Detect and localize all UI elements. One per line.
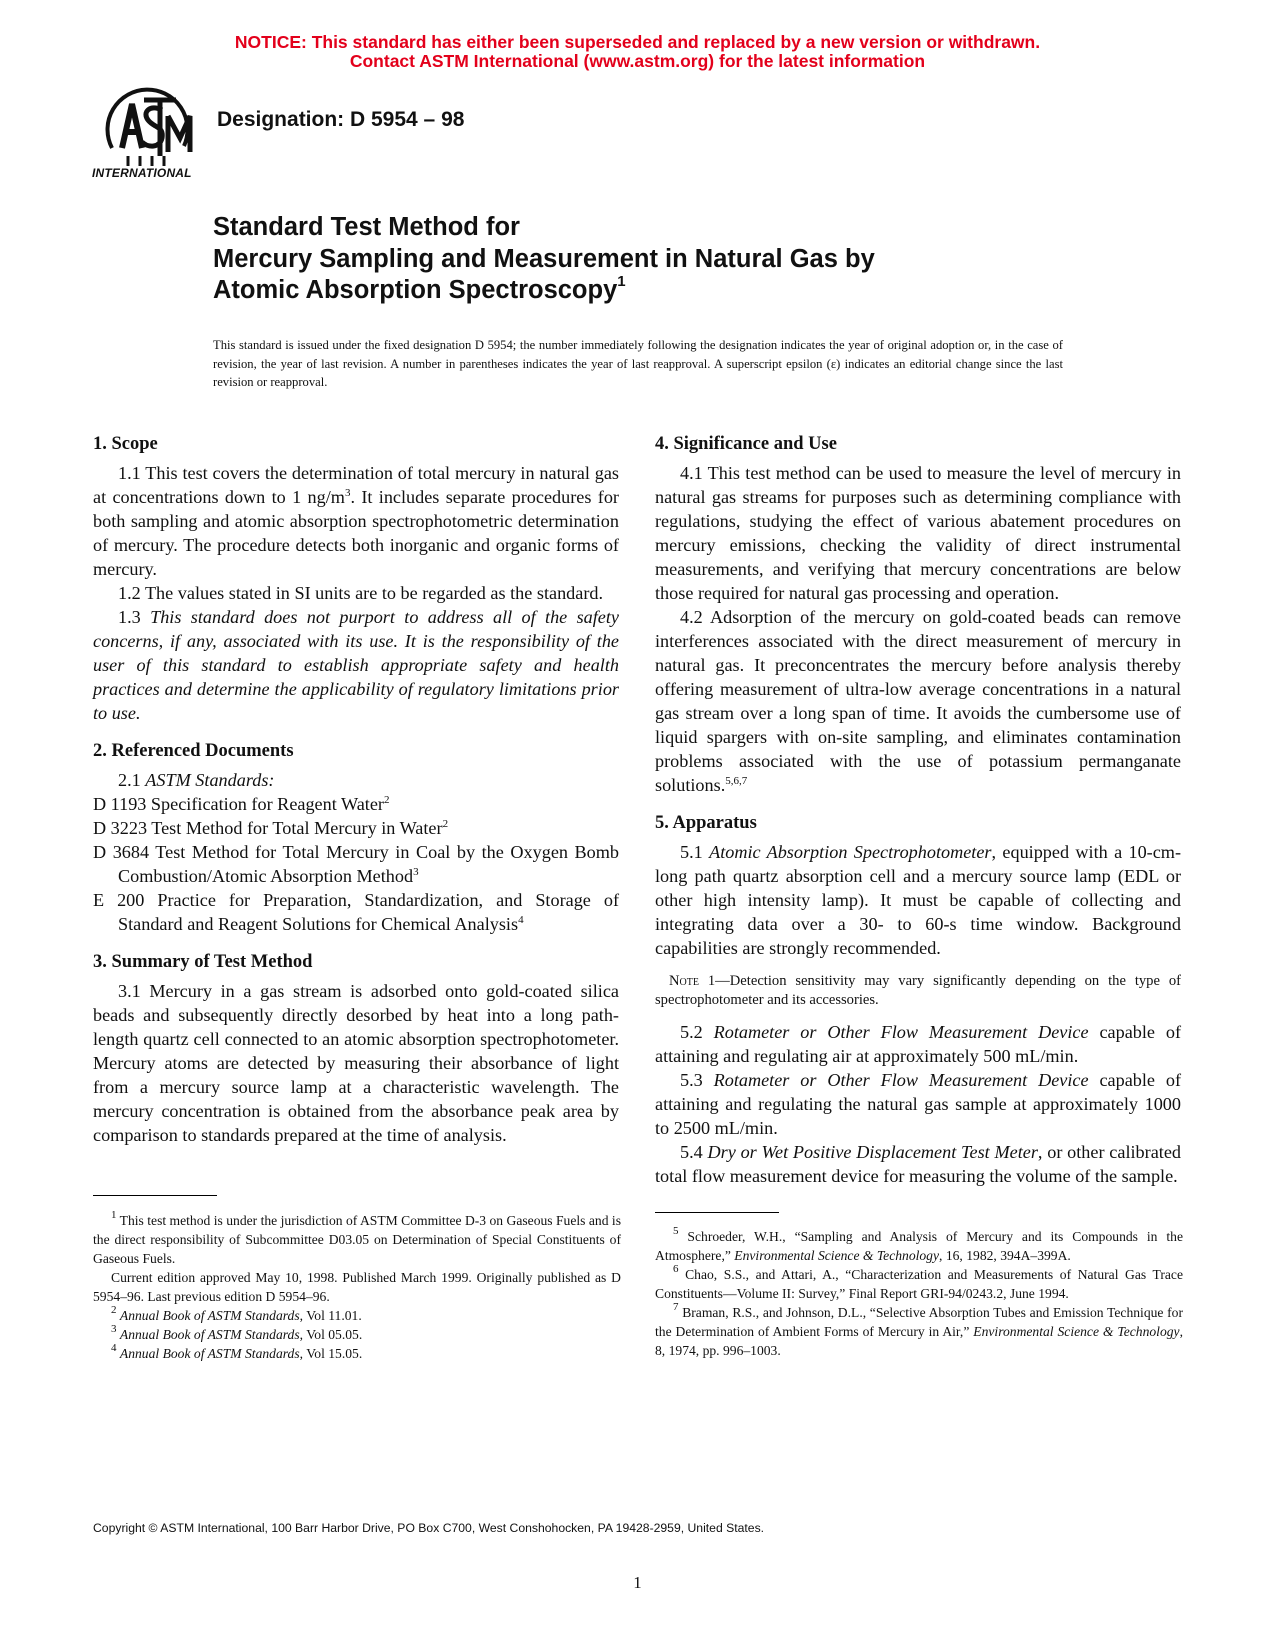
footnotes-right — [655, 1227, 1183, 1360]
title-footnote-mark: 1 — [617, 273, 626, 290]
apparatus-5-2: 5.2 Rotameter or Other Flow Measurement Device capable of attaining and regulating air at approximately 500 mL/min. — [655, 1022, 1182, 1066]
footnote-2: $^2$ Annual Book of ASTM Standards, Vol 11.01. — [111, 1304, 362, 1323]
footnotes-left — [93, 1211, 621, 1363]
apparatus-5-1: 5.1 Atomic Absorption Spectrophotometer, equipped with a 10-cm-long path quartz absorption cell and a mercury source lamp (EDL or other high intensity lamp). It must be capable of collecting and integrating data over a 30- to 60-s time window. Background capabilities are strongly recommended. — [655, 842, 1182, 958]
left-column — [93, 432, 619, 1161]
apparatus-heading: 5. Apparatus — [655, 813, 757, 833]
significance-heading: 4. Significance and Use — [655, 434, 837, 454]
footnote-1b: Current edition approved May 10, 1998. Published March 1999. Originally published as D 5954–96. Last previous edition D 5954–96. — [93, 1270, 621, 1304]
section-referenced-documents — [93, 739, 619, 936]
document-title — [213, 212, 1193, 307]
section-apparatus — [655, 811, 1181, 1188]
section-significance — [655, 432, 1181, 797]
footnote-rule-left — [93, 1195, 217, 1196]
referenced-heading: 2. Referenced Documents — [93, 741, 294, 761]
title-line-2: Mercury Sampling and Measurement in Natural Gas by — [213, 244, 875, 273]
footnote-5: $^5$ Schroeder, W.H., “Sampling and Analysis of Mercury and its Compounds in the Atmosphere,” Environmental Science & Technology, 16, 1982, 394A–399A. — [655, 1225, 1183, 1263]
reference-item: D 1193 Specification for Reagent Water$^2$ — [93, 794, 390, 814]
logo-wordmark: INTERNATIONAL — [92, 166, 192, 180]
scope-1-2: 1.2 The values stated in SI units are to be regarded as the standard. — [118, 583, 604, 603]
issued-note: This standard is issued under the fixed designation D 5954; the number immediately following the designation indicates the year of original adoption or, in the case of revision, the year of last revision. A number in parentheses indicates the year of last reapproval. A superscript epsilon (ε) indicates an editorial change since the last revision or reapproval. — [213, 338, 1063, 389]
footnote-1: $^1$ This test method is under the jurisdiction of ASTM Committee D-3 on Gaseous Fuels and is the direct responsibility of Subcommittee D03.05 on Determination of Special Constituents of Gaseous Fuels. — [93, 1209, 621, 1266]
apparatus-5-4: 5.4 Dry or Wet Positive Displacement Test Meter, or other calibrated total flow measurement device for measuring the volume of the sample. — [655, 1142, 1181, 1186]
section-scope — [93, 432, 619, 725]
footnote-6: $^6$ Chao, S.S., and Attari, A., “Characterization and Measurements of Natural Gas Trace Constituents—Volume II: Survey,” Final Report GRI-94/0243.2, June 1994. — [655, 1263, 1183, 1301]
designation: Designation: D 5954 – 98 — [217, 108, 465, 131]
summary-heading: 3. Summary of Test Method — [93, 952, 313, 972]
section-summary — [93, 950, 619, 1147]
withdrawal-notice — [0, 33, 1275, 71]
footnote-rule-right — [655, 1212, 779, 1213]
note-1: Note 1—Detection sensitivity may vary significantly depending on the type of spectrophotometer and its accessories. — [655, 973, 1181, 1008]
scope-1-3: 1.3 This standard does not purport to address all of the safety concerns, if any, associated with its use. It is the responsibility of the user of this standard to establish appropriate safety and health practices and determine the applicability of regulatory limitations prior to use. — [93, 607, 619, 723]
right-column — [655, 432, 1181, 1202]
copyright-line: Copyright © ASTM International, 100 Barr Harbor Drive, PO Box C700, West Conshohocken, PA 19428-2959, United States. — [93, 1521, 765, 1535]
significance-4-2: 4.2 Adsorption of the mercury on gold-coated beads can remove interferences associated with the direct measurement of mercury in natural gas. It preconcentrates the mercury before analysis thereby offering measurement of ultra-low average concentrations in a natural gas stream over a long span of time. It avoids the cumbersome use of liquid spargers with on-site sampling, and eliminates contamination problems associated with the use of potassium permanganate solutions.$^{5,6,7}$ — [655, 607, 1181, 795]
notice-line-1: NOTICE: This standard has either been superseded and replaced by a new version or withdrawn. — [234, 32, 1041, 52]
apparatus-5-3: 5.3 Rotameter or Other Flow Measurement Device capable of attaining and regulating the natural gas sample at approximately 1000 to 2500 mL/min. — [655, 1070, 1182, 1138]
footnote-4: $^4$ Annual Book of ASTM Standards, Vol 15.05. — [111, 1342, 363, 1361]
scope-heading: 1. Scope — [93, 434, 158, 454]
footnote-3: $^3$ Annual Book of ASTM Standards, Vol 05.05. — [111, 1323, 363, 1342]
significance-4-1: 4.1 This test method can be used to measure the level of mercury in natural gas streams for purposes such as determining compliance with regulations, studying the effect of various abatement procedures on mercury emissions, checking the validity of direct instrumental measurements, and verifying that mercury concentrations are below those required for natural gas processing and operation. — [655, 463, 1181, 603]
reference-item: D 3223 Test Method for Total Mercury in Water$^2$ — [93, 818, 449, 838]
summary-3-1: 3.1 Mercury in a gas stream is adsorbed onto gold-coated silica beads and subsequently directly desorbed by heat into a long path-length quartz cell connected to an atomic absorption spectrophotometer. Mercury atoms are detected by measuring their absorbance of light from a mercury source lamp at a characteristic wavelength. The mercury concentration is obtained from the absorbance peak area by comparison to standards prepared at the time of analysis. — [93, 981, 619, 1145]
page-number: 1 — [633, 1573, 642, 1592]
scope-1-1: 1.1 This test covers the determination of total mercury in natural gas at concentrations down to 1 $ng/m^3$. It includes separate procedures for both sampling and atomic absorption spectrophotometric determination of mercury. The procedure detects both inorganic and organic forms of mercury. — [93, 463, 619, 579]
title-line-3: Atomic Absorption Spectroscopy — [213, 276, 618, 304]
footnote-7: $^7$ Braman, R.S., and Johnson, D.L., “Selective Absorption Tubes and Emission Technique for the Determination of Ambient Forms of Mercury in Air,” Environmental Science & Technology, 8, 1974, pp. 996–1003. — [655, 1301, 1183, 1358]
reference-item: E 200 Practice for Preparation, Standardization, and Storage of Standard and Reagent Solutions for Chemical Analysis$^4$ — [93, 890, 619, 934]
astm-standards-subheading: 2.1 ASTM Standards: — [118, 770, 275, 790]
notice-line-2: Contact ASTM International (www.astm.org) for the latest information — [349, 51, 926, 71]
title-line-1: Standard Test Method for — [213, 213, 520, 241]
reference-item: D 3684 Test Method for Total Mercury in Coal by the Oxygen Bomb Combustion/Atomic Absorption Method$^3$ — [93, 842, 619, 886]
